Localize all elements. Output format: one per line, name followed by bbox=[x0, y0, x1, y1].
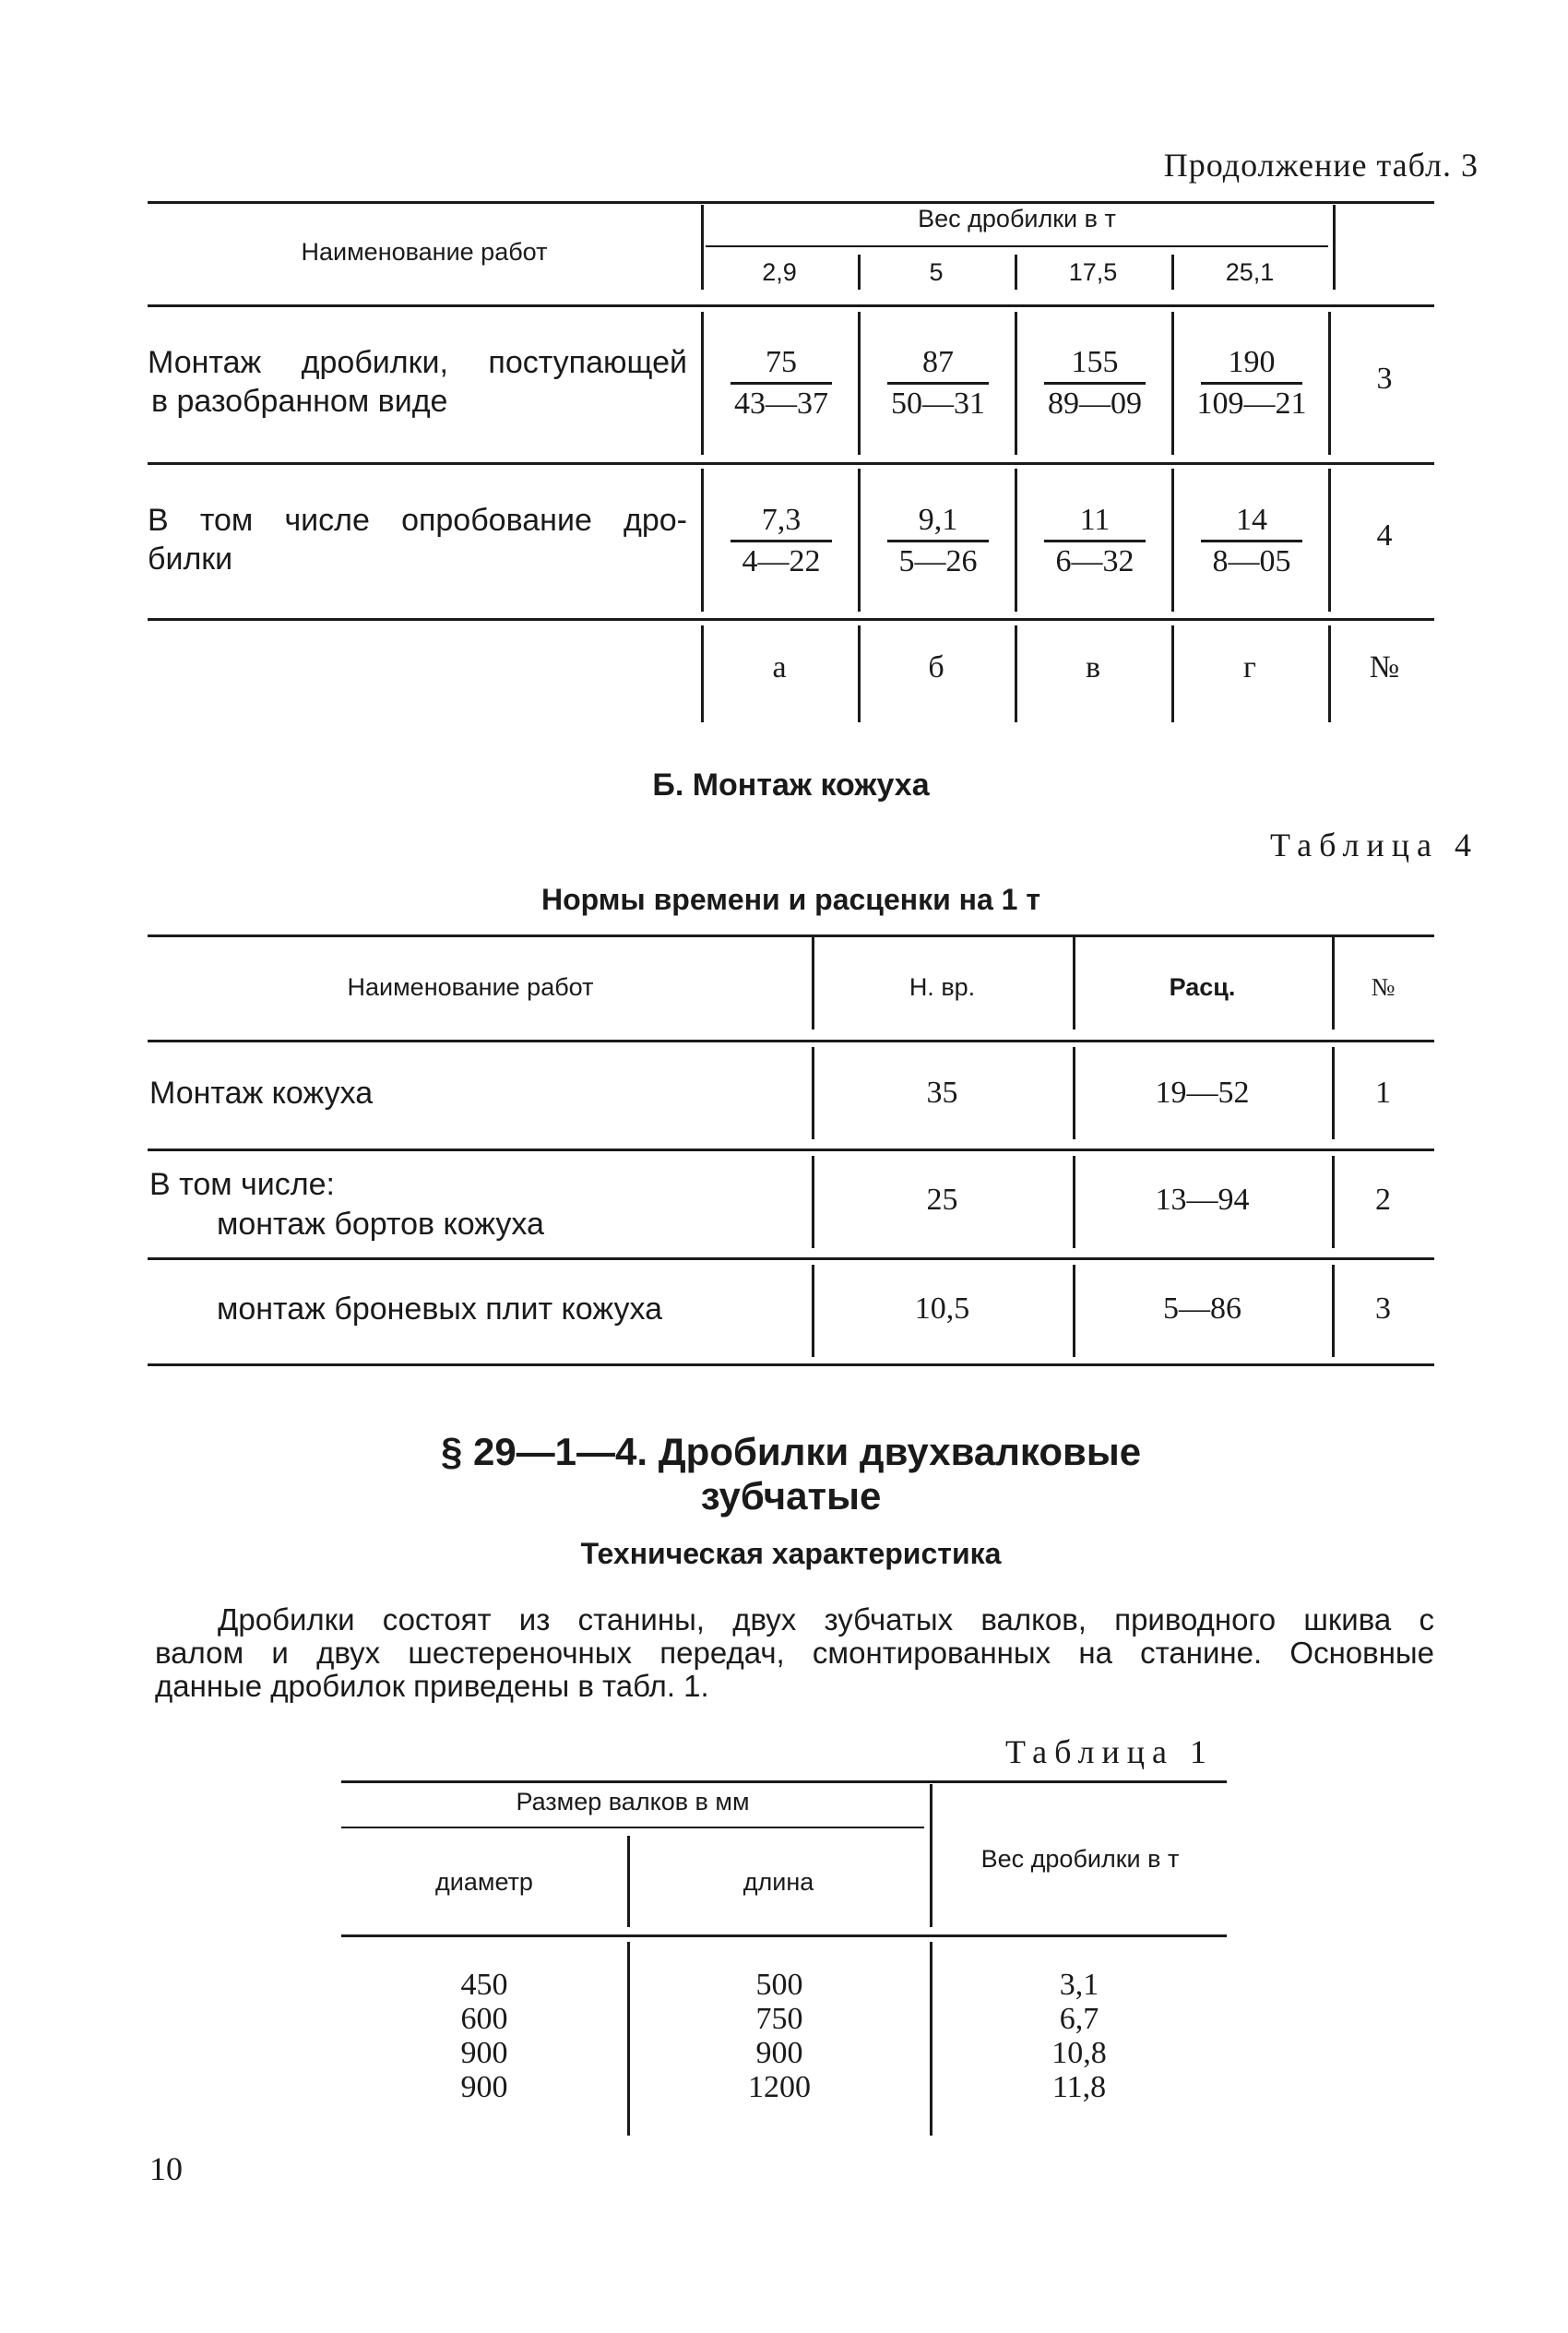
table3-row2-cell-a bbox=[707, 501, 855, 581]
table-row bbox=[341, 1968, 1227, 2002]
table3-row2-cell-v bbox=[1021, 501, 1169, 581]
table3-header-weight-group bbox=[706, 205, 1328, 233]
table3-footer-v: в bbox=[1085, 650, 1101, 684]
table3-row1-b-den: 50—31 bbox=[891, 387, 985, 421]
table1-row2-weight: 6,7 bbox=[1059, 2002, 1099, 2036]
table4-header-norm: Н. вр. bbox=[909, 973, 976, 1001]
section-b-title: Б. Монтаж кожуха bbox=[652, 768, 930, 803]
table4-row1-norm: 35 bbox=[926, 1076, 958, 1110]
table1-header-group: Размер валков в мм bbox=[516, 1788, 750, 1815]
table4-row2-name-line1: В том числе: bbox=[149, 1167, 335, 1202]
table3-row2-v-num: 11 bbox=[1044, 501, 1146, 542]
table3-row1-v-den: 89—09 bbox=[1048, 387, 1142, 421]
table3-row1-name-line2: в разобранном виде bbox=[151, 384, 448, 419]
table3-row1-a-den: 43—37 bbox=[734, 387, 828, 421]
table-row bbox=[341, 2036, 1227, 2070]
table3-row2-a-den: 4—22 bbox=[742, 544, 821, 578]
table4-row3-rate: 5—86 bbox=[1163, 1291, 1241, 1326]
section-29-subtitle: Техническая характеристика bbox=[580, 1537, 1002, 1570]
table4-header-rate: Расц. bbox=[1169, 973, 1236, 1001]
table1-row4-length: 1200 bbox=[748, 2070, 811, 2104]
table3-row2-v-den: 6—32 bbox=[1055, 544, 1134, 578]
table3-row2-name-line1: В том числе опробование дро- bbox=[148, 503, 687, 538]
table1-row3-diameter: 900 bbox=[460, 2036, 508, 2070]
section-29-title-line1: § 29—1—4. Дробилки двухвалковые bbox=[440, 1430, 1142, 1473]
table3-footer-a: а bbox=[772, 650, 787, 684]
table4-row3-name: монтаж броневых плит кожуха bbox=[217, 1291, 662, 1327]
table3-header-weight-2: 17,5 bbox=[1068, 258, 1118, 286]
table3-row1-g-num: 190 bbox=[1201, 343, 1302, 385]
table1-label: Таблица 1 bbox=[1005, 1733, 1214, 1770]
page-number: 10 bbox=[149, 2150, 183, 2187]
table3-row1-a-num: 75 bbox=[731, 343, 832, 385]
table1-row1-diameter: 450 bbox=[460, 1968, 508, 2002]
table4-row2-name-line2: монтаж бортов кожуха bbox=[217, 1207, 544, 1242]
table1-header-length: длина bbox=[742, 1868, 814, 1896]
table4-row3-no: 3 bbox=[1375, 1291, 1391, 1326]
table4-row2-rate: 13—94 bbox=[1155, 1183, 1250, 1217]
section-29-para-line3: данные дробилок приведены в табл. 1. bbox=[155, 1669, 709, 1703]
table4-label: Таблица 4 bbox=[1270, 827, 1479, 863]
table3-header-weight-3: 25,1 bbox=[1225, 258, 1275, 286]
table3-row2-b-num: 9,1 bbox=[887, 501, 989, 542]
table3-row1-name-line1: Монтаж дробилки, поступающей bbox=[148, 345, 687, 380]
table3-row2-cell-b bbox=[864, 501, 1012, 581]
table3-row2-g-den: 8—05 bbox=[1212, 544, 1291, 578]
table3-row1-cell-b bbox=[864, 343, 1012, 423]
table3-footer-g: г bbox=[1243, 650, 1256, 684]
table-row bbox=[341, 2070, 1227, 2104]
table1-row4-diameter: 900 bbox=[460, 2070, 508, 2104]
table4-row1-name: Монтаж кожуха bbox=[149, 1076, 374, 1111]
table3-header-weight-1: 5 bbox=[929, 258, 944, 286]
table3-row1-no: 3 bbox=[1376, 362, 1393, 396]
table4-header-no: № bbox=[1371, 973, 1396, 1001]
table3-row1-b-num: 87 bbox=[887, 343, 989, 385]
table3-row2-name-line2: билки bbox=[148, 542, 233, 577]
table3-caption: Продолжение табл. 3 bbox=[1163, 147, 1479, 184]
table3-row1-v-num: 155 bbox=[1044, 343, 1146, 385]
table3-row2-g-num: 14 bbox=[1201, 501, 1302, 542]
table3-header-weight-group-text: Вес дробилки в т bbox=[918, 205, 1116, 232]
section-29-title-line2: зубчатые bbox=[700, 1474, 882, 1518]
table3-row1-cell-v bbox=[1021, 343, 1169, 423]
table3-row1-cell-g bbox=[1178, 343, 1325, 423]
section-29-para-line1: Дробилки состоят из станины, двух зубчатых валков, приводного шкива с bbox=[218, 1602, 1434, 1637]
table4-header-name: Наименование работ bbox=[347, 973, 594, 1001]
table1-row4-weight: 11,8 bbox=[1051, 2070, 1107, 2104]
table1-row3-length: 900 bbox=[755, 2036, 803, 2070]
table3-row2-cell-g bbox=[1178, 501, 1325, 581]
table1-row2-diameter: 600 bbox=[460, 2002, 508, 2036]
table3-row2-b-den: 5—26 bbox=[898, 544, 978, 578]
table4-row1-no: 1 bbox=[1375, 1076, 1391, 1110]
table3-row2-a-num: 7,3 bbox=[731, 501, 832, 542]
table3-header-name: Наименование работ bbox=[301, 238, 548, 266]
table3-footer-no: № bbox=[1369, 650, 1400, 684]
table1-body bbox=[341, 1968, 1227, 2104]
table1-row1-weight: 3,1 bbox=[1059, 1968, 1099, 2002]
table-row bbox=[341, 2002, 1227, 2036]
table4-row2-no: 2 bbox=[1375, 1183, 1391, 1217]
table4-row1-rate: 19—52 bbox=[1155, 1076, 1250, 1110]
section-29-paragraph bbox=[155, 1603, 1434, 1703]
table3-row2-name bbox=[148, 501, 687, 578]
table3-row1-g-den: 109—21 bbox=[1196, 387, 1307, 421]
table3-row1-cell-a bbox=[707, 343, 855, 423]
table3-header-weight-0: 2,9 bbox=[762, 258, 797, 286]
table3-footer-b: б bbox=[928, 650, 944, 684]
section-29-para-line2: валом и двух шестереночных передач, смонтированных на станине. Основные bbox=[155, 1636, 1434, 1670]
table4-row3-norm: 10,5 bbox=[914, 1291, 970, 1326]
table1-row3-weight: 10,8 bbox=[1051, 2036, 1107, 2070]
table4-row2-norm: 25 bbox=[926, 1183, 958, 1217]
table1-header-weight: Вес дробилки в т bbox=[980, 1845, 1180, 1873]
table1-row1-length: 500 bbox=[755, 1968, 803, 2002]
table4-title: Нормы времени и расценки на 1 т bbox=[540, 883, 1041, 916]
table1-row2-length: 750 bbox=[755, 2002, 803, 2036]
table3-row2-no: 4 bbox=[1376, 518, 1393, 553]
table1-header-diameter: диаметр bbox=[435, 1868, 533, 1896]
table3-row1-name bbox=[148, 343, 687, 421]
